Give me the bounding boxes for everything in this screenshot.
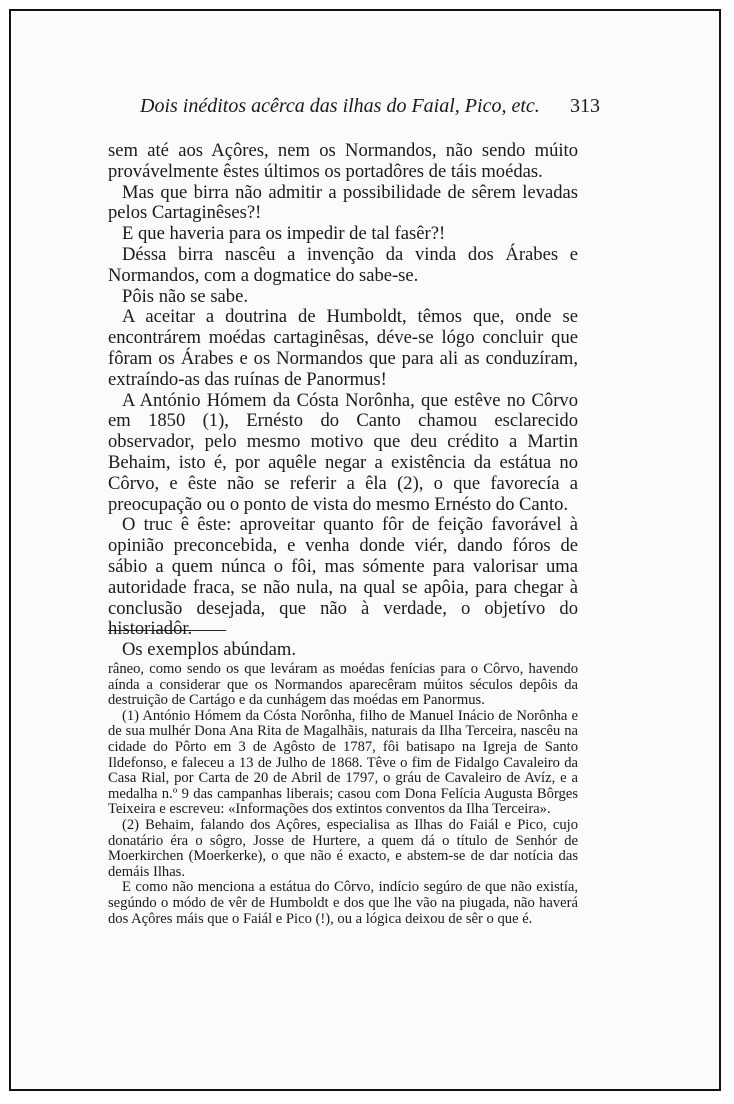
paragraph: Mas que birra não admitir a possibilidade de sêrem levadas pelos Cartaginêses?!	[108, 181, 578, 224]
paragraph: E que haveria para os impedir de tal fasêr?!	[122, 223, 446, 245]
paragraph: A aceitar a doutrina de Humboldt, têmos que, onde se encontrárem moédas cartaginêsas, déve-se lógo concluir que fôram os Árabes e os Normandos que para ali as conduzíram, extraíndo-as das ruínas de Panormus!	[108, 306, 578, 390]
paragraph: Os exemplos abúndam.	[122, 639, 297, 661]
footnote: E como não menciona a estátua do Côrvo, indício segúro de que não existía, segúndo o módo de vêr de Humboldt e dos que lhe vão na piugada, não haverá dos Açôres máis que o Faiál e Pico (!), ou a lógica deixou de sêr o que é.	[108, 879, 578, 927]
footnotes	[108, 662, 578, 927]
paragraph: Pôis não se sabe.	[122, 285, 249, 307]
paragraph: A António Hómem da Cósta Norônha, que estêve no Côrvo em 1850 (1), Ernésto do Canto chamou esclarecido observador, pelo mesmo motivo que deu crédito a Martin Behaim, isto é, por aquêle negar a existência da estátua no Côrvo, e êste não se referir a êla (2), o que favorecía a preocupação ou o ponto de vista do mesmo Ernésto do Canto.	[108, 389, 578, 515]
header-title: Dois inéditos acêrca das ilhas do Faial, Pico, etc.	[140, 95, 540, 117]
main-text	[108, 141, 578, 661]
paragraph: O truc ê êste: aproveitar quanto fôr de feição favorável à opinião preconcebida, e venha donde viér, dando fóros de sábio a quem núnca o fôi, mas sómente para valorisar uma autoridade fraca, se não nula, na qual se apôia, para chegar à conclusão desejada, que não à verdade, o objetívo do historiadôr.	[108, 514, 578, 640]
page-number: 313	[570, 95, 600, 117]
running-header	[140, 95, 600, 118]
footnote: (2) Behaim, falando dos Açôres, especialisa as Ilhas do Faiál e Pico, cujo donatário éra o sôgro, Josse de Hurtere, a quem dá o título de Senhór de Moerkirchen (Moerkerke), o que não é exacto, e abstem-se de dar notícia das demáis Ilhas.	[108, 816, 578, 880]
paragraph: Déssa birra nascêu a invenção da vinda dos Árabes e Normandos, com a dogmatice do sabe-se.	[108, 243, 578, 286]
footnote: (1) António Hómem da Cósta Norônha, filho de Manuel Inácio de Norônha e de sua mulhér Dona Ana Rita de Magalhãis, naturais da Ilha Terceira, nascêu na cidade do Pôrto em 3 de Agôsto de 1787, fôi batisapo na Igreja de Santo Ildefonso, e faleceu a 13 de Julho de 1868. Têve o fim de Fidalgo Cavaleiro da Casa Rial, por Carta de 20 de Abril de 1797, o gráu de Cavaleiro de Avíz, e a medalha n.º 9 das campanhas liberais; casou com Dona Felícia Augusta Bôrges Teixeira e escreveu: «Informações dos extintos conventos da Ilha Terceira».	[108, 707, 578, 818]
footnote: râneo, como sendo os que leváram as moédas fenícias para o Côrvo, havendo aínda a considerar que os Normandos aparecêram múitos séculos depôis da destruição de Cartágo e da cunhágem das moédas em Panormus.	[108, 661, 578, 709]
paragraph: sem até aos Açôres, nem os Normandos, não sendo múito provávelmente êstes últimos os portadôres de táis moédas.	[108, 140, 578, 182]
footnote-divider	[108, 630, 226, 631]
